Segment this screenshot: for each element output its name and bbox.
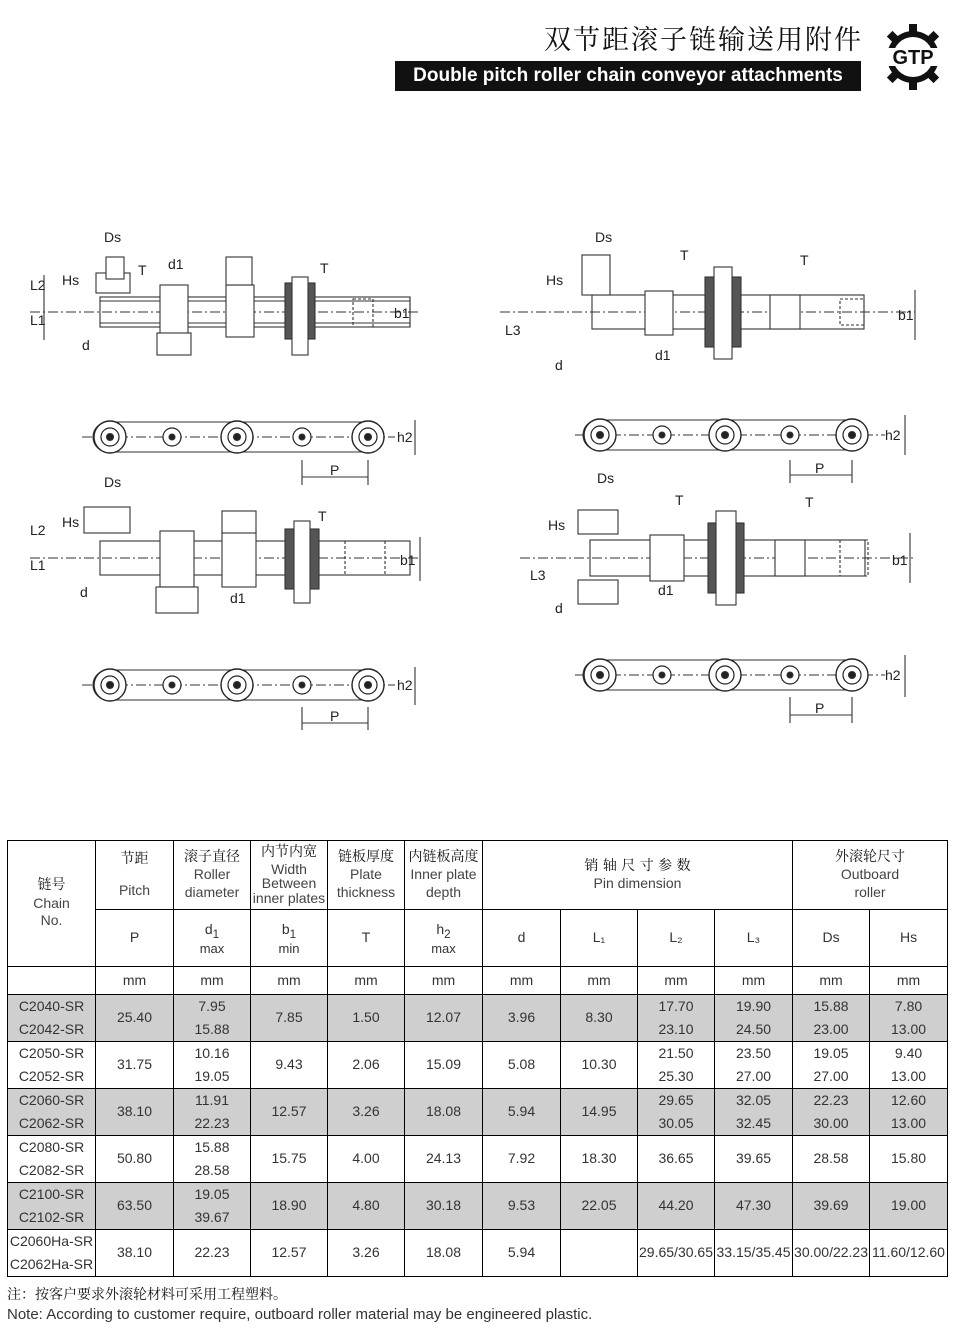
cell-t: 1.50 [328, 995, 405, 1042]
unit-cell: mm [328, 967, 405, 995]
drawing-top-left-plan [82, 420, 415, 485]
note-english: Note: According to customer require, outboard roller material may be engineered plastic. [7, 1306, 593, 1323]
cell-ds [793, 995, 870, 1042]
cell-value: 10.16 [194, 1045, 230, 1061]
page-title-chinese: 双节距滚子链输送用附件 [544, 25, 863, 56]
cell-value: 27.00 [735, 1068, 772, 1084]
cell-chains [8, 1089, 96, 1136]
svg-text:Hs: Hs [548, 517, 566, 533]
cell-t: 4.80 [328, 1183, 405, 1230]
cell-value: C2060Ha-SR [9, 1233, 94, 1249]
cell-d1 [174, 995, 251, 1042]
cell-value: C2040-SR [18, 998, 85, 1014]
cell-l1: 10.30 [561, 1042, 638, 1089]
symbol-d1 [174, 910, 251, 967]
header-chain-en: Chain [33, 894, 70, 911]
chain-attachment-drawings [0, 215, 959, 755]
header-width-cn: 内节内宽 [261, 844, 317, 861]
unit-cell: mm [638, 967, 715, 995]
unit-blank [8, 967, 96, 995]
cell-chains [8, 1230, 96, 1277]
cell-p: 25.40 [96, 995, 174, 1042]
cell-value: 24.50 [735, 1021, 772, 1037]
svg-text:h2: h2 [397, 677, 413, 693]
cell-d: 5.08 [483, 1042, 561, 1089]
cell-l1: 14.95 [561, 1089, 638, 1136]
cell-hs [870, 995, 948, 1042]
drawing-top-right-plan [575, 415, 905, 483]
cell-value: 17.70 [658, 998, 694, 1014]
drawing-mid-right-side [520, 470, 915, 616]
cell-value: 7.80 [894, 998, 923, 1014]
table-row [8, 1042, 948, 1089]
cell-chains [8, 995, 96, 1042]
cell-value: 22.23 [813, 1092, 849, 1108]
cell-value: 19.05 [813, 1045, 849, 1061]
header-plate-en2: thickness [336, 883, 396, 900]
symbol-b1 [251, 910, 328, 967]
svg-text:b1: b1 [394, 305, 410, 321]
cell-value: 23.00 [813, 1021, 849, 1037]
header-roller-cn: 滚子直径 [184, 848, 240, 865]
header-outboard-en2: roller [854, 883, 886, 900]
symbol-d1-main: d [204, 920, 213, 937]
svg-text:Hs: Hs [546, 272, 564, 288]
cell-b1: 12.57 [251, 1089, 328, 1136]
table-body [8, 995, 948, 1277]
cell-h2: 15.09 [405, 1042, 483, 1089]
page-title-english: Double pitch roller chain conveyor attachments [395, 61, 861, 91]
note-chinese: 注：按客户要求外滚轮材料可采用工程塑料。 [7, 1287, 287, 1303]
cell-value: 39.67 [194, 1209, 230, 1225]
svg-text:T: T [675, 492, 684, 508]
svg-text:T: T [318, 508, 327, 524]
cell-value: 29.65 [658, 1092, 694, 1108]
symbol-d: d [483, 910, 561, 967]
cell-p: 38.10 [96, 1089, 174, 1136]
svg-text:d1: d1 [230, 590, 246, 606]
cell-l3: 39.65 [715, 1136, 793, 1183]
header-chain-no [8, 841, 96, 967]
cell-h2: 18.08 [405, 1089, 483, 1136]
unit-cell: mm [561, 967, 638, 995]
cell-value: 28.58 [194, 1162, 230, 1178]
svg-text:b1: b1 [892, 552, 908, 568]
cell-value: 32.45 [735, 1115, 772, 1131]
cell-l2 [638, 1089, 715, 1136]
svg-text:P: P [330, 708, 340, 724]
symbol-L1: L₁ [561, 910, 638, 967]
cell-d1 [174, 1042, 251, 1089]
svg-text:Ds: Ds [597, 470, 615, 486]
cell-value: 32.05 [735, 1092, 772, 1108]
svg-text:d: d [82, 337, 90, 353]
cell-value: 13.00 [890, 1068, 927, 1084]
svg-text:T: T [680, 247, 689, 263]
cell-value: 9.40 [894, 1045, 923, 1061]
cell-l3: 33.15/35.45 [715, 1230, 793, 1277]
cell-h2: 12.07 [405, 995, 483, 1042]
svg-text:L2: L2 [30, 277, 46, 293]
svg-text:d1: d1 [655, 347, 671, 363]
cell-t: 3.26 [328, 1230, 405, 1277]
cell-l1: 22.05 [561, 1183, 638, 1230]
header-pin-dimension [483, 841, 793, 910]
cell-ds [793, 1042, 870, 1089]
cell-value: C2102-SR [18, 1209, 85, 1225]
svg-text:Ds: Ds [104, 474, 122, 490]
cell-p: 50.80 [96, 1136, 174, 1183]
cell-l2: 29.65/30.65 [638, 1230, 715, 1277]
header-pin-en: Pin dimension [593, 875, 682, 891]
cell-d1 [174, 1183, 251, 1230]
cell-b1: 7.85 [251, 995, 328, 1042]
symbol-d1-note: max [199, 941, 225, 957]
header-width-en3: inner plates [252, 890, 326, 907]
symbol-b1-sub: 1 [289, 927, 297, 941]
cell-d: 5.94 [483, 1089, 561, 1136]
spec-table [7, 840, 948, 1277]
cell-t: 3.26 [328, 1089, 405, 1136]
svg-text:Hs: Hs [62, 514, 80, 530]
svg-text:L2: L2 [30, 522, 46, 538]
svg-text:T: T [138, 262, 147, 278]
header-roller-diameter [174, 841, 251, 910]
cell-chains [8, 1042, 96, 1089]
cell-value: 25.30 [658, 1068, 694, 1084]
cell-d: 5.94 [483, 1230, 561, 1277]
svg-text:d1: d1 [658, 582, 674, 598]
cell-value: 23.10 [658, 1021, 694, 1037]
cell-d: 3.96 [483, 995, 561, 1042]
symbol-h2-note: max [431, 941, 456, 957]
cell-value: 12.60 [890, 1092, 927, 1108]
drawing-mid-left-plan [82, 667, 415, 730]
header-outboard-roller [793, 841, 948, 910]
symbol-b1-note: min [278, 941, 300, 957]
unit-cell: mm [96, 967, 174, 995]
svg-text:L1: L1 [30, 557, 46, 573]
drawing-top-left-side [30, 229, 420, 355]
table-row [8, 1136, 948, 1183]
cell-d1: 22.23 [174, 1230, 251, 1277]
logo-text: GTP [892, 47, 934, 69]
symbol-d1-sub: 1 [212, 927, 220, 941]
cell-l1: 8.30 [561, 995, 638, 1042]
cell-l2 [638, 1042, 715, 1089]
cell-value: C2042-SR [18, 1021, 85, 1037]
header-pitch-cn: 节距 [120, 850, 149, 867]
symbol-L2: L₂ [638, 910, 715, 967]
header-width-en1: Width [271, 860, 307, 877]
header-inner-cn: 内链板高度 [408, 848, 479, 865]
unit-cell: mm [405, 967, 483, 995]
cell-value: 7.95 [198, 998, 226, 1014]
header-roller-en2: diameter [184, 883, 240, 900]
header-inner-width [251, 841, 328, 910]
cell-value: C2060-SR [18, 1092, 85, 1108]
cell-value: 13.00 [890, 1115, 927, 1131]
svg-text:L1: L1 [30, 312, 46, 328]
header-plate-thickness [328, 841, 405, 910]
header-inner-plate-depth [405, 841, 483, 910]
cell-value: 15.88 [194, 1021, 230, 1037]
svg-text:P: P [330, 462, 340, 478]
svg-text:h2: h2 [397, 429, 413, 445]
header-pitch [96, 841, 174, 910]
svg-text:b1: b1 [400, 552, 416, 568]
svg-text:d1: d1 [168, 256, 184, 272]
cell-chains [8, 1183, 96, 1230]
header-pitch-en: Pitch [118, 882, 151, 898]
unit-cell: mm [251, 967, 328, 995]
cell-chains [8, 1136, 96, 1183]
svg-text:h2: h2 [885, 427, 901, 443]
cell-t: 2.06 [328, 1042, 405, 1089]
svg-text:h2: h2 [885, 667, 901, 683]
cell-ds: 30.00/22.23 [793, 1230, 870, 1277]
cell-value: 27.00 [813, 1068, 849, 1084]
drawing-mid-left-side [30, 474, 420, 613]
svg-text:d: d [555, 357, 563, 373]
cell-hs [870, 1042, 948, 1089]
cell-hs: 11.60/12.60 [870, 1230, 948, 1277]
header-chain-en2: No. [40, 912, 63, 929]
cell-b1: 12.57 [251, 1230, 328, 1277]
cell-value: C2062Ha-SR [9, 1256, 94, 1272]
svg-text:Ds: Ds [104, 229, 122, 245]
cell-p: 38.10 [96, 1230, 174, 1277]
table-row [8, 1230, 948, 1277]
header-width-en2: Between [261, 875, 317, 892]
cell-l2: 44.20 [638, 1183, 715, 1230]
cell-value: 30.00 [813, 1115, 849, 1131]
header-row-symbols [8, 910, 948, 967]
svg-text:T: T [805, 494, 814, 510]
svg-text:T: T [320, 260, 329, 276]
drawing-mid-right-plan [575, 655, 905, 723]
header-roller-en1: Roller [193, 866, 231, 883]
header-plate-en1: Plate [350, 866, 382, 883]
cell-h2: 30.18 [405, 1183, 483, 1230]
symbol-Hs: Hs [870, 910, 948, 967]
cell-h2: 24.13 [405, 1136, 483, 1183]
cell-l3 [715, 995, 793, 1042]
svg-text:b1: b1 [898, 307, 914, 323]
cell-d: 7.92 [483, 1136, 561, 1183]
cell-l3 [715, 1089, 793, 1136]
cell-value: C2050-SR [18, 1045, 85, 1061]
cell-d: 9.53 [483, 1183, 561, 1230]
cell-l2 [638, 995, 715, 1042]
svg-text:d: d [555, 600, 563, 616]
symbol-Ds: Ds [793, 910, 870, 967]
table-row [8, 1183, 948, 1230]
cell-ds: 28.58 [793, 1136, 870, 1183]
svg-text:T: T [800, 252, 809, 268]
cell-l3: 47.30 [715, 1183, 793, 1230]
header-inner-en2: depth [425, 883, 462, 900]
svg-text:Ds: Ds [595, 229, 613, 245]
cell-value: 22.23 [194, 1115, 230, 1131]
symbol-b1-main: b [281, 920, 290, 937]
header-inner-en1: Inner plate [410, 866, 477, 883]
symbol-h2 [405, 910, 483, 967]
symbol-h2-sub: 2 [444, 927, 451, 941]
gtp-gear-logo [878, 22, 948, 92]
cell-value: 13.00 [890, 1021, 927, 1037]
cell-d1 [174, 1136, 251, 1183]
header-chain-cn: 链号 [37, 877, 66, 894]
cell-d1 [174, 1089, 251, 1136]
cell-value: 21.50 [658, 1045, 694, 1061]
unit-cell: mm [870, 967, 948, 995]
cell-value: C2100-SR [18, 1186, 85, 1202]
cell-value: 19.05 [194, 1068, 230, 1084]
cell-value: 11.91 [195, 1092, 229, 1108]
header-pin-cn: 销 轴 尺 寸 参 数 [584, 857, 691, 874]
header-outboard-cn: 外滚轮尺寸 [835, 848, 906, 865]
symbol-T: T [328, 910, 405, 967]
cell-l3 [715, 1042, 793, 1089]
cell-b1: 18.90 [251, 1183, 328, 1230]
cell-t: 4.00 [328, 1136, 405, 1183]
unit-cell: mm [715, 967, 793, 995]
cell-value: 23.50 [735, 1045, 772, 1061]
cell-hs: 15.80 [870, 1136, 948, 1183]
svg-text:L3: L3 [530, 567, 546, 583]
unit-row [8, 967, 948, 995]
cell-p: 63.50 [96, 1183, 174, 1230]
symbol-h2-main: h [436, 920, 445, 937]
cell-ds [793, 1089, 870, 1136]
cell-value: 19.05 [194, 1186, 230, 1202]
cell-value: C2062-SR [18, 1115, 85, 1131]
table-row [8, 1089, 948, 1136]
cell-hs: 19.00 [870, 1183, 948, 1230]
cell-value: 30.05 [658, 1115, 694, 1131]
cell-h2: 18.08 [405, 1230, 483, 1277]
header-outboard-en1: Outboard [840, 866, 900, 883]
svg-text:P: P [815, 460, 825, 476]
symbol-L3: L₃ [715, 910, 793, 967]
svg-text:Hs: Hs [62, 272, 80, 288]
unit-cell: mm [483, 967, 561, 995]
cell-p: 31.75 [96, 1042, 174, 1089]
drawing-top-right-side [500, 229, 915, 373]
svg-text:d: d [80, 584, 88, 600]
cell-l2: 36.65 [638, 1136, 715, 1183]
cell-value: C2052-SR [18, 1068, 85, 1084]
header-row-1 [8, 841, 948, 910]
cell-b1: 15.75 [251, 1136, 328, 1183]
cell-value: C2082-SR [18, 1162, 85, 1178]
cell-l1: 18.30 [561, 1136, 638, 1183]
cell-value: 15.88 [194, 1139, 230, 1155]
cell-l1 [561, 1230, 638, 1277]
cell-value: C2080-SR [18, 1139, 85, 1155]
cell-hs [870, 1089, 948, 1136]
cell-value: 19.90 [735, 998, 772, 1014]
cell-ds: 39.69 [793, 1183, 870, 1230]
svg-text:L3: L3 [505, 322, 521, 338]
symbol-P: P [96, 910, 174, 967]
table-row [8, 995, 948, 1042]
cell-b1: 9.43 [251, 1042, 328, 1089]
unit-cell: mm [174, 967, 251, 995]
header-plate-cn: 链板厚度 [338, 848, 394, 865]
unit-cell: mm [793, 967, 870, 995]
cell-value: 15.88 [813, 998, 849, 1014]
svg-text:P: P [815, 700, 825, 716]
